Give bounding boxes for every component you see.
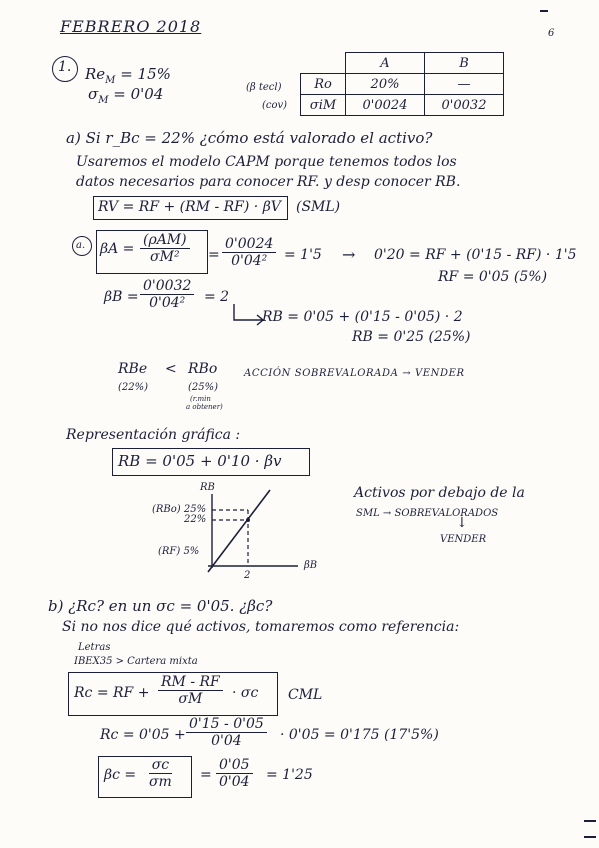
- problem-number: 1.: [58, 59, 72, 75]
- rc-calc-lhs: Rc = 0'05 +: [100, 727, 186, 743]
- beta-b-numerator: 0'0032: [140, 278, 194, 295]
- table-header-b: B: [425, 53, 504, 74]
- beta-c-lhs: βc =: [104, 767, 137, 783]
- cml-fraction: [158, 674, 223, 707]
- beta-a-numerator: (ρAM): [140, 232, 190, 249]
- market-sigma-sub: M: [98, 95, 109, 106]
- sml-formula: RV = RF + (RM - RF) · βV: [98, 199, 281, 215]
- beta-c-value-denominator: 0'04: [219, 774, 250, 791]
- table-header-a: A: [346, 53, 425, 74]
- beta-a-label: βA =: [100, 241, 135, 257]
- beta-a-value-fraction: [222, 236, 276, 269]
- graph-label-22: 22%: [184, 514, 207, 525]
- table-cell-a-return: 20%: [346, 74, 425, 95]
- beta-c-fraction: [146, 757, 175, 790]
- market-return-sub: M: [105, 75, 116, 86]
- part-b-letras: Letras: [78, 642, 111, 653]
- graph-sml-line: [208, 490, 270, 572]
- comparison-conclusion: ACCIÓN SOBREVALORADA → VENDER: [244, 368, 465, 379]
- beta-c-value-fraction: [216, 757, 253, 790]
- cml-lhs: Rc = RF +: [74, 685, 150, 701]
- beta-c-value-numerator: 0'05: [216, 757, 253, 774]
- part-b-text-1: Si no nos dice qué activos, tomaremos como referencia:: [62, 619, 460, 635]
- market-sigma-symbol: σ: [88, 85, 99, 103]
- sml-graph: [206, 488, 316, 588]
- data-table: [300, 52, 504, 116]
- market-sigma: [88, 86, 163, 106]
- comparison-lt: <: [165, 361, 177, 377]
- beta-a-fraction: [140, 232, 190, 265]
- margin-mark-bottom-1: [584, 820, 596, 822]
- beta-b-denominator: 0'04²: [149, 295, 186, 312]
- page-title: FEBRERO 2018: [60, 17, 202, 36]
- graph-x-axis-label: βB: [304, 560, 318, 571]
- table-row-head-return: Rο: [301, 74, 346, 95]
- beta-c-result: = 1'25: [266, 767, 313, 783]
- table-cell-b-cov: 0'0032: [425, 95, 504, 116]
- rf-equation: 0'20 = RF + (0'15 - RF) · 1'5: [374, 247, 577, 263]
- beta-c-numerator: σc: [149, 757, 172, 774]
- graph-note-1: Activos por debajo de la: [354, 485, 525, 501]
- graph-label-5: (RF) 5%: [158, 546, 200, 557]
- graph-note-3: VENDER: [440, 534, 487, 545]
- table-row-head-cov: σiM: [301, 95, 346, 116]
- rf-result: RF = 0'05 (5%): [438, 269, 548, 285]
- cml-numerator: RM - RF: [158, 674, 223, 691]
- beta-a-value-numerator: 0'0024: [222, 236, 276, 253]
- rbo-percent: (25%): [188, 382, 219, 393]
- cml-rhs: · σc: [232, 685, 259, 701]
- graph-point: [246, 518, 250, 522]
- rc-calc-numerator: 0'15 - 0'05: [186, 716, 267, 733]
- table-row-label-beta: (β tecl): [246, 82, 282, 93]
- margin-mark-top: [540, 10, 548, 12]
- part-a-question: a) Si r_Bc = 22% ¿cómo está valorado el activo?: [66, 129, 433, 147]
- page-corner-mark: 6: [548, 28, 555, 39]
- rbe-percent: (22%): [118, 382, 149, 393]
- rc-calc-rhs: · 0'05 = 0'175 (17'5%): [280, 727, 439, 743]
- graph-heading: Representación gráfica :: [66, 427, 241, 443]
- rc-calc-denominator: 0'04: [211, 733, 242, 750]
- beta-b-fraction: [140, 278, 194, 311]
- beta-a-value-denominator: 0'04²: [231, 253, 268, 270]
- rbo-note-2: a obtener): [186, 403, 223, 411]
- market-return-value: = 15%: [120, 65, 171, 83]
- margin-mark-bottom-2: [584, 836, 596, 838]
- part-b-ibex: IBEX35 > Cartera mixta: [74, 656, 198, 667]
- part-a-text-1: Usaremos el modelo CAPM porque tenemos todos los: [76, 154, 457, 170]
- table-cell-b-return: —: [425, 74, 504, 95]
- graph-note-arrow: ↓: [456, 515, 468, 531]
- cml-tag: CML: [288, 687, 323, 703]
- graph-label-25: (RBo) 25%: [152, 504, 207, 515]
- beta-a-equals: =: [208, 247, 220, 263]
- beta-c-equals: =: [200, 767, 212, 783]
- step-circle-label: a.: [76, 240, 86, 251]
- rb-line-2: RB = 0'25 (25%): [352, 329, 471, 345]
- part-b-question: b) ¿Rc? en un σc = 0'05. ¿βc?: [48, 597, 273, 615]
- graph-x-tick: 2: [244, 570, 251, 581]
- beta-a-result: = 1'5: [284, 247, 322, 263]
- beta-b-label: βB =: [104, 289, 139, 305]
- part-a-text-2: datos necesarios para conocer RF. y desp conocer RB.: [76, 174, 461, 190]
- cml-denominator: σM: [178, 691, 203, 708]
- rb-line-1: RB = 0'05 + (0'15 - 0'05) · 2: [262, 309, 463, 325]
- graph-formula: RB = 0'05 + 0'10 · βv: [118, 452, 282, 470]
- beta-a-arrow: →: [342, 245, 356, 264]
- beta-a-denominator: σM²: [150, 249, 180, 266]
- table-row-label-cov: (cov): [262, 100, 288, 111]
- graph-note-2: SML → SOBREVALORADOS: [356, 508, 499, 519]
- graph-y-axis-label: RB: [200, 482, 215, 493]
- market-return: [85, 66, 171, 86]
- sml-tag: (SML): [296, 199, 341, 215]
- market-return-symbol: Re: [85, 65, 106, 83]
- market-sigma-value: = 0'04: [113, 85, 164, 103]
- rbo-note-1: (r.min: [190, 395, 211, 403]
- beta-c-denominator: σm: [149, 774, 172, 791]
- rbo-label: RBo: [188, 361, 218, 377]
- rbe-label: RBe: [118, 361, 148, 377]
- rc-calc-fraction: [186, 716, 267, 749]
- beta-b-result: = 2: [204, 289, 230, 305]
- table-cell-a-cov: 0'0024: [346, 95, 425, 116]
